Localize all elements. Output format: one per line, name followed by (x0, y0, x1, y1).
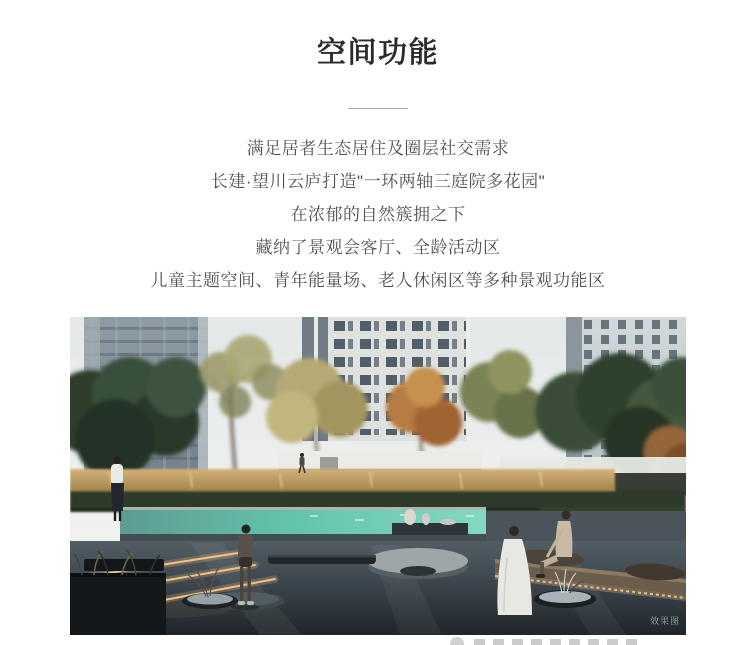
left-dark-planter (70, 549, 166, 635)
rendering-watermark: 效果图 (649, 616, 680, 626)
title-divider (348, 108, 408, 109)
intro-line: 儿童主题空间、青年能量场、老人休闲区等多种景观功能区 (150, 271, 606, 290)
rendering-scene (70, 317, 686, 635)
footer-logo-icon (450, 637, 464, 645)
intro-line: 在浓郁的自然簇拥之下 (290, 205, 466, 224)
intro-line: 长建·望川云庐打造"一环两轴三庭院多花园" (210, 172, 546, 191)
article-text-block (70, 0, 686, 297)
golden-grass-band (70, 469, 615, 493)
intro-line: 藏纳了景观会客厅、全龄活动区 (255, 238, 501, 257)
page-title: 空间功能 (316, 37, 439, 69)
pool-coping (120, 534, 486, 541)
footer-text-cropped (474, 639, 639, 645)
intro-line: 满足居者生态居住及圈层社交需求 (246, 139, 510, 158)
intro-paragraph (70, 132, 686, 297)
courtyard-rendering-image (70, 317, 686, 635)
partial-footer-caption (450, 637, 639, 645)
